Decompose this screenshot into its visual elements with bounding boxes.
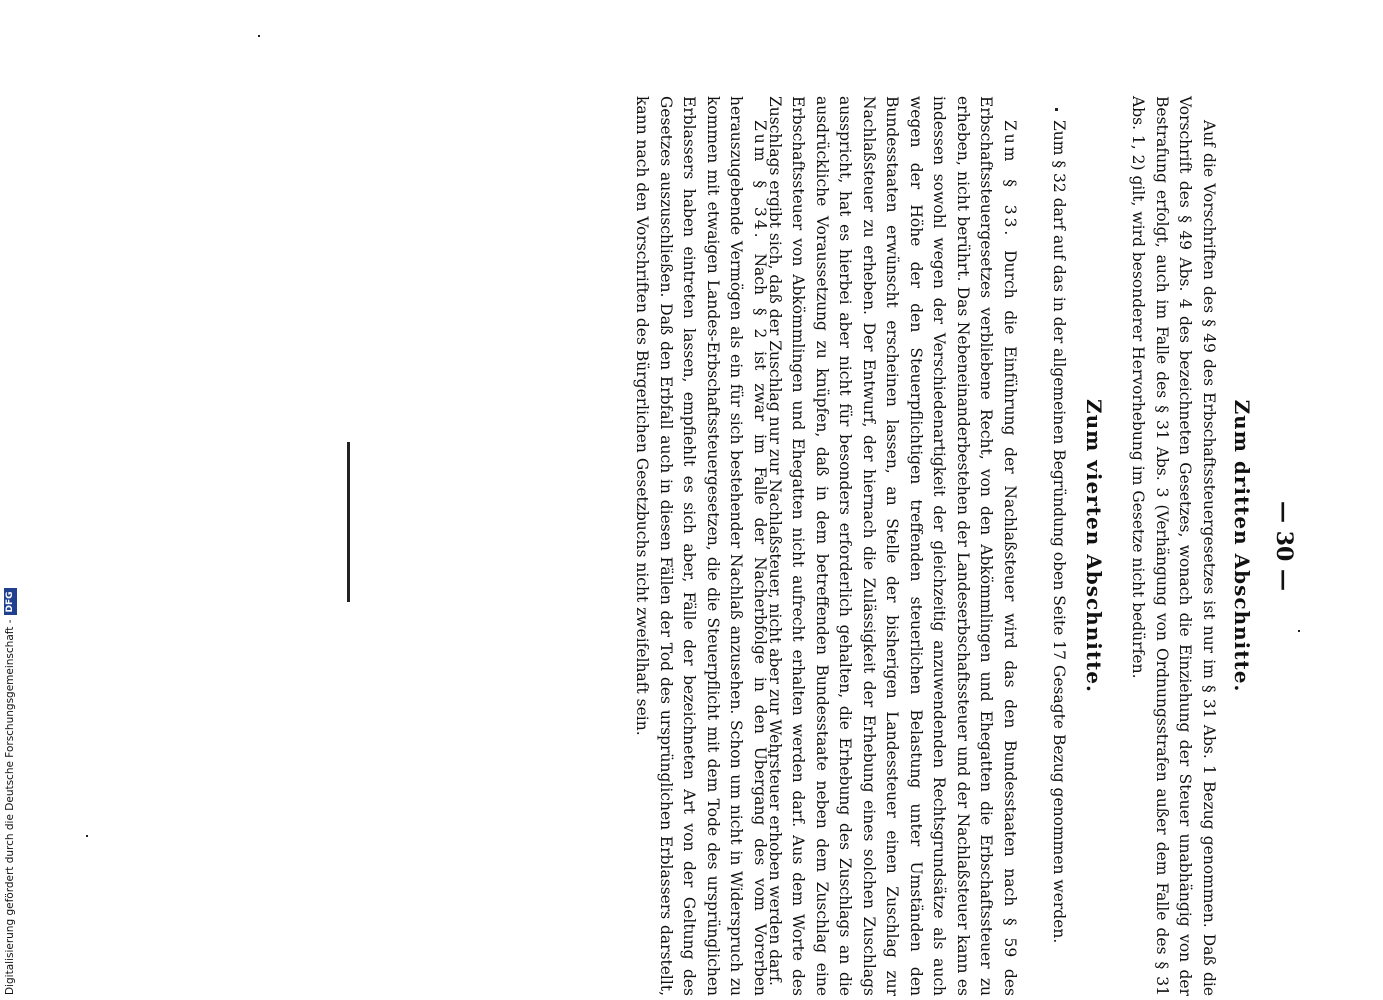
paragraph-section-33	[763, 96, 1022, 996]
paragraph-lead-33: Zum § 33.	[1001, 120, 1019, 239]
speck-mark	[258, 35, 260, 37]
section-heading-third: Zum dritten Abschnitte.	[1230, 399, 1254, 693]
paragraph-section-32: Zum § 32 darf auf das in der allgemeinen Begründung oben Seite 17 Gesagte Bezug genommen werden.	[1050, 120, 1068, 944]
paragraph-lead-34: Zum § 34.	[751, 120, 769, 241]
dfg-logo: DFG	[4, 588, 17, 615]
paragraph-body-33: Durch die Einführung der Nachlaßsteuer wird das den Bundesstaaten nach § 59 des Erbschaftssteuergesetzes verbliebene Recht, von den Abkömmlingen und Ehegatten die Erbschaftssteuer zu erheben, nicht berührt. Das Nebeneinanderbestehen der Landeserbschaftssteuer und der Nachlaßsteuer kann es indessen sowohl wegen der Verschiedenartigkeit der gleichzeitig anzuwendenden Rechtsgrundsätze als auch wegen der Höhe der den Steuerpflichtigen treffenden steuerlichen Belastung unter Umständen den Bundesstaaten erwünscht erscheinen lassen, an Stelle der bisherigen Landessteuer einen Zuschlag zur Nachlaßsteuer zu erheben. Der Entwurf, der hiernach die Zulässigkeit der Erhebung eines solchen Zuschlags ausspricht, hat es hierbei aber nicht für besonders erforderlich gehalten, die Erhebung des Zuschlags an die ausdrückliche Voraussetzung zu knüpfen, daß in dem betreffenden Bundesstaate neben dem Zuschlag eine Erbschaftssteuer von Abkömmlingen und Ehegatten nicht aufrecht erhalten werden darf. Aus dem Worte des Zuschlags ergibt sich, daß der Zuschlag nur zur Nachlaßsteuer, nicht aber zur Wehrsteuer erhoben werden darf.	[766, 96, 1019, 996]
paragraph-body-34: Nach § 2 ist zwar im Falle der Nacherbfolge in den Übergang des vom Vorerben herauszugebende Vermögen als ein für sich bestehender Nachlaß anzusehen. Schon um nicht in Widerspruch zu kommen mit etwaigen Landes-Erbschaftssteuergesetzen, die die Steuerpflicht mit dem Tode des ursprünglichen Erblassers haben eintreten lassen, empfiehlt es sich aber, Fälle der bezeichneten Art von der Geltung des Gesetzes auszuschließen. Daß den Erbfall auch in diesen Fällen der Tod des ursprünglichen Erblassers darstellt, kann nach den Vorschriften des Bürgerlichen Gesetzbuchs nicht zweifelhaft sein.	[633, 96, 769, 996]
section-heading-fourth: Zum vierten Abschnitte.	[1082, 399, 1106, 693]
page-number: — 30 —	[1271, 501, 1297, 591]
speck-mark	[1055, 108, 1058, 111]
vertical-rule-mark	[347, 442, 350, 602]
digitization-credit	[2, 591, 18, 995]
speck-mark	[1298, 630, 1300, 632]
speck-mark	[86, 835, 88, 837]
rotated-document-page	[500, 96, 1300, 996]
paragraph-third-section: Auf die Vorschriften des § 49 des Erbschaftssteuergesetzes ist nur im § 31 Abs. 1 Bezug genommen. Daß die Vorschrift des § 49 Abs. 4 des bezeichneten Gesetzes, wonach die Einziehung der Steuer unabhängig von der Bestrafung erfolgt, auch im Falle des § 31 Abs. 3 (Verhängung von Ordnungsstrafen außer dem Falle des § 31 Abs. 1, 2) gilt, wird besonderer Hervorhebung im Gesetze nicht bedürfen.	[1129, 96, 1218, 996]
paragraph-section-34	[630, 96, 771, 996]
digitization-credit-text: Digitalisierung gefördert durch die Deutsche Forschungsgemeinschaft -	[4, 619, 16, 995]
